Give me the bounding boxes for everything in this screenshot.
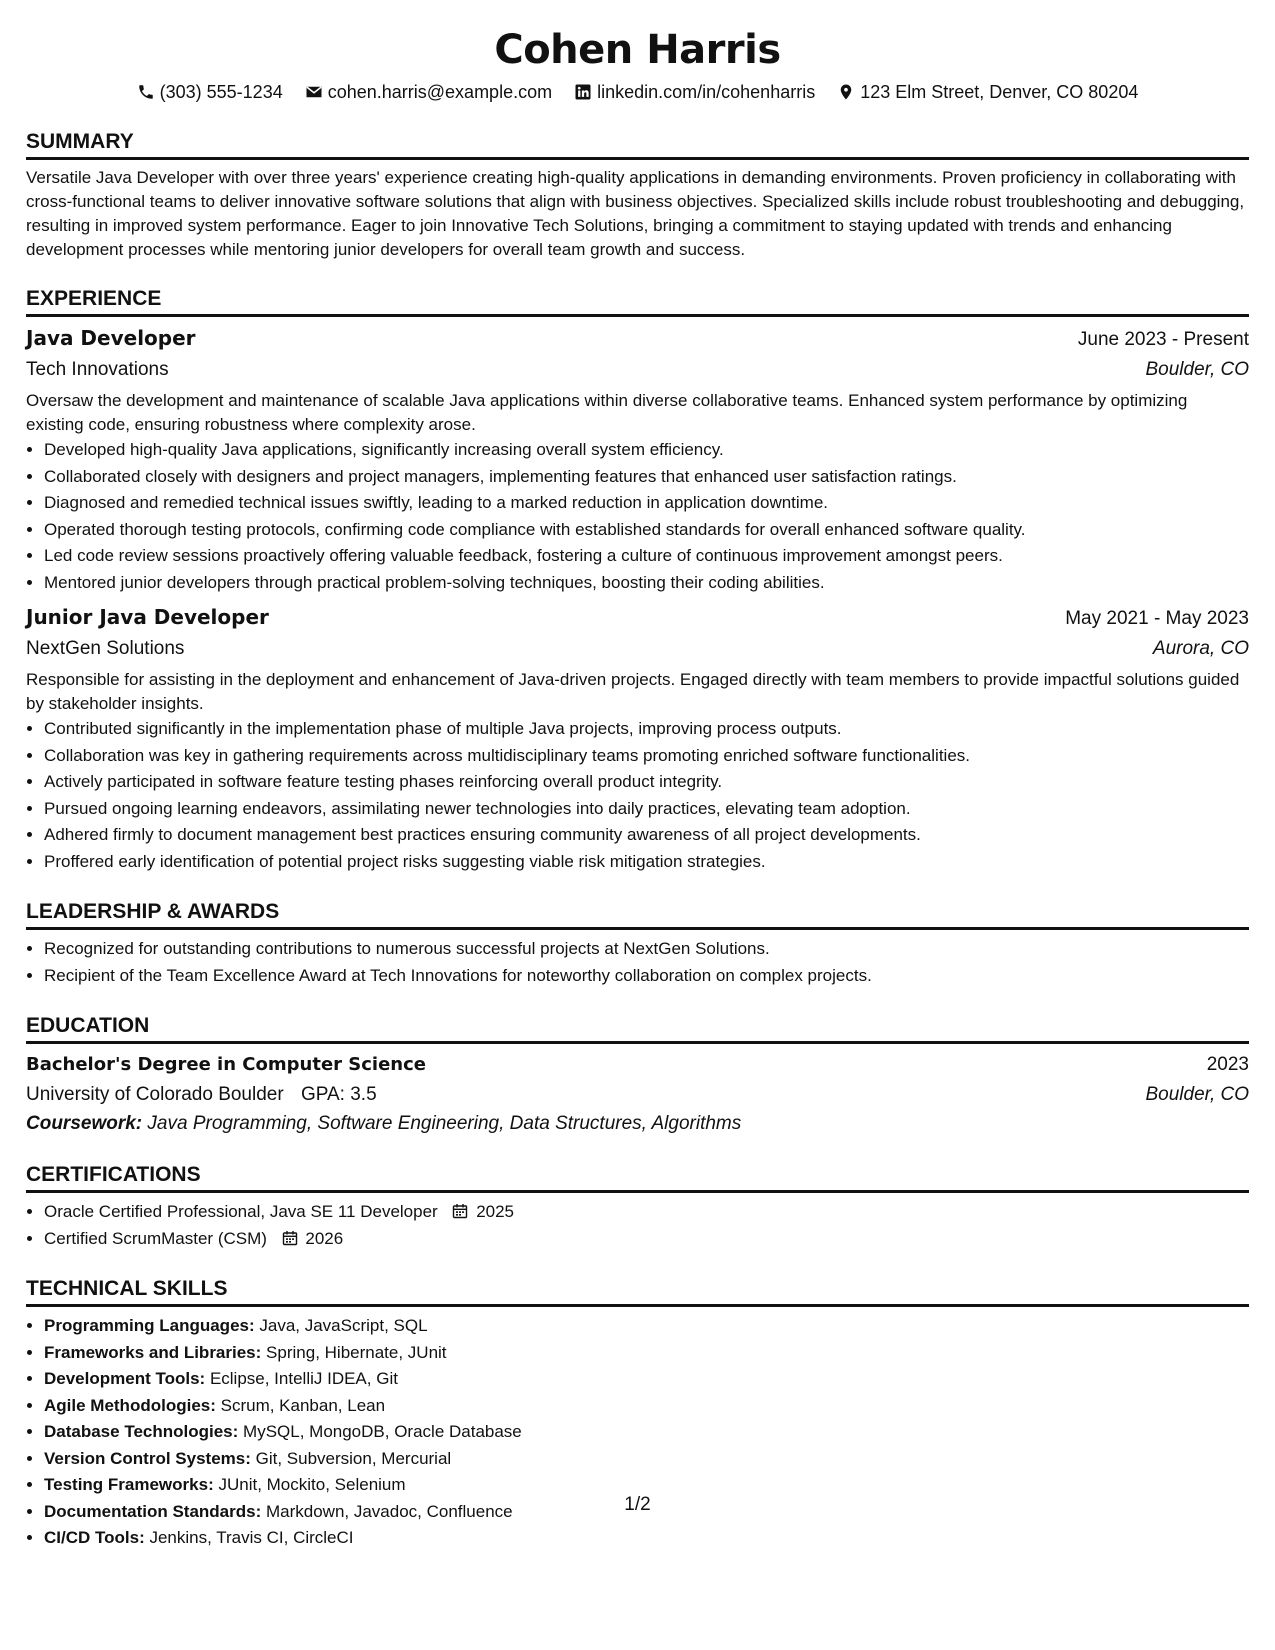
- job-location: Aurora, CO: [1152, 638, 1249, 659]
- summary-section: [26, 115, 1249, 262]
- experience-section: [26, 272, 1249, 875]
- list-item: • Pursued ongoing learning endeavors, assimilating newer technologies into daily practices, elevating team adoption.: [44, 796, 1249, 823]
- coursework: [26, 1110, 1249, 1138]
- job-date: May 2021 - May 2023: [1065, 608, 1249, 629]
- page-number: 1/2: [624, 1494, 651, 1515]
- list-item: • Recipient of the Team Excellence Award at Tech Innovations for noteworthy collaboration on complex projects.: [44, 963, 1249, 990]
- certifications-section: [26, 1148, 1249, 1252]
- job-title: Java Developer: [26, 326, 196, 350]
- list-item: • Adhered firmly to document management best practices ensuring community awareness of all project developments.: [44, 822, 1249, 849]
- school-line: [26, 1080, 377, 1110]
- coursework-list: Java Programming, Software Engineering, Data Structures, Algorithms: [147, 1113, 742, 1134]
- list-item: • Mentored junior developers through practical problem-solving techniques, boosting their coding abilities.: [44, 570, 1249, 597]
- list-item: [44, 1393, 1249, 1420]
- list-item: [44, 1199, 1249, 1226]
- section-title: SUMMARY: [26, 115, 1249, 160]
- skill-label: Database Technologies:: [44, 1422, 239, 1441]
- list-item: [44, 1419, 1249, 1446]
- job-bullets: [26, 437, 1249, 596]
- job-entry: [26, 602, 1249, 875]
- graduation-year: 2023: [1206, 1054, 1249, 1075]
- cert-year: 2025: [476, 1202, 515, 1221]
- section-title: TECHNICAL SKILLS: [26, 1262, 1249, 1307]
- section-title: EXPERIENCE: [26, 272, 1249, 317]
- education-section: [26, 999, 1249, 1138]
- gpa: GPA: 3.5: [300, 1084, 377, 1105]
- cert-year: 2026: [305, 1228, 344, 1248]
- list-item: • Developed high-quality Java applications, significantly increasing overall system efficiency.: [44, 437, 1249, 464]
- contact-bar: [26, 79, 1249, 105]
- leadership-section: [26, 885, 1249, 989]
- company-name: Tech Innovations: [26, 359, 169, 380]
- school-location: Boulder, CO: [1145, 1084, 1249, 1105]
- skill-label: Agile Methodologies:: [44, 1395, 216, 1415]
- list-item: [44, 1226, 1249, 1253]
- calendar-icon: [282, 1230, 298, 1246]
- skill-label: Documentation Standards:: [44, 1501, 262, 1521]
- job-bullets: [26, 716, 1249, 875]
- contact-linkedin[interactable]: [574, 82, 815, 103]
- coursework-label: Coursework:: [26, 1113, 143, 1134]
- candidate-name: Cohen Harris: [494, 27, 781, 73]
- section-title: CERTIFICATIONS: [26, 1148, 1249, 1193]
- skill-value: JUnit, Mockito, Selenium: [218, 1475, 406, 1494]
- skill-label: Testing Frameworks:: [44, 1475, 214, 1494]
- company-name: NextGen Solutions: [26, 638, 185, 659]
- section-title: LEADERSHIP & AWARDS: [26, 885, 1249, 930]
- contact-address: [837, 82, 1138, 103]
- contact-phone: [137, 82, 283, 103]
- job-description: Oversaw the development and maintenance of scalable Java applications within diverse collaborative teams. Enhanced system performance by optimizing existing code, ensuring robustness where complexity arose.: [26, 391, 1188, 434]
- list-item: [44, 1313, 1249, 1340]
- school-name: University of Colorado Boulder: [26, 1084, 284, 1105]
- list-item: [44, 1366, 1249, 1393]
- calendar-icon: [452, 1203, 468, 1219]
- degree-title: Bachelor's Degree in Computer Science: [26, 1054, 426, 1075]
- list-item: • Proffered early identification of potential project risks suggesting viable risk mitigation strategies.: [44, 849, 1249, 876]
- map-pin-icon: [837, 83, 855, 101]
- list-item: [44, 1525, 1249, 1552]
- list-item: • Operated thorough testing protocols, confirming code compliance with established standards for overall enhanced software quality.: [44, 517, 1249, 544]
- skill-value: Java, JavaScript, SQL: [259, 1316, 428, 1335]
- skill-value: MySQL, MongoDB, Oracle Database: [243, 1422, 522, 1441]
- list-item: • Diagnosed and remedied technical issues swiftly, leading to a marked reduction in application downtime.: [44, 490, 1249, 517]
- list-item: [44, 1446, 1249, 1473]
- envelope-icon: [305, 83, 323, 101]
- list-item: • Contributed significantly in the implementation phase of multiple Java projects, improving process outputs.: [44, 716, 1249, 743]
- list-item: • Led code review sessions proactively offering valuable feedback, fostering a culture of continuous improvement amongst peers.: [44, 543, 1249, 570]
- cert-name: Certified ScrumMaster (CSM): [44, 1228, 267, 1248]
- phone-text: (303) 555-1234: [159, 81, 283, 102]
- skill-label: Frameworks and Libraries:: [44, 1342, 262, 1362]
- skill-value: Git, Subversion, Mercurial: [255, 1448, 452, 1468]
- phone-icon: [137, 83, 155, 101]
- skill-value: Spring, Hibernate, JUnit: [266, 1342, 447, 1362]
- skill-label: Programming Languages:: [44, 1316, 255, 1335]
- skill-value: Eclipse, IntelliJ IDEA, Git: [209, 1369, 398, 1388]
- certifications-list: [26, 1199, 1249, 1252]
- skill-label: Development Tools:: [44, 1369, 206, 1388]
- skill-value: Scrum, Kanban, Lean: [220, 1395, 386, 1415]
- skill-label: CI/CD Tools:: [44, 1528, 145, 1547]
- job-title: Junior Java Developer: [26, 605, 269, 629]
- list-item: • Collaborated closely with designers and project managers, implementing features that enhanced user satisfaction ratings.: [44, 464, 1249, 491]
- contact-email[interactable]: [305, 82, 552, 103]
- job-entry: [26, 323, 1249, 596]
- section-title: EDUCATION: [26, 999, 1249, 1044]
- list-item: [44, 1340, 1249, 1367]
- skill-label: Version Control Systems:: [44, 1448, 251, 1468]
- linkedin-link[interactable]: linkedin.com/in/cohenharris: [597, 81, 816, 102]
- summary-text: Versatile Java Developer with over three years' experience creating high-quality applications in demanding environments. Proven proficiency in collaborating with cross-functional teams to deliver innovative software solutions that align with business objectives. Specialized skills include robust troubleshooting and debugging, resulting in improved system performance. Eager to join Innovative Tech Solutions, bringing a commitment to staying updated with trends and enhancing development processes while mentoring junior developers for overall team growth and success.: [26, 168, 1245, 259]
- list-item: • Recognized for outstanding contributions to numerous successful projects at NextGen Solutions.: [44, 936, 1249, 963]
- job-date: June 2023 - Present: [1077, 329, 1249, 350]
- job-description: Responsible for assisting in the deployment and enhancement of Java-driven projects. Engaged directly with team members to provide impactful solutions guided by stakeholder insights.: [26, 670, 1240, 713]
- linkedin-icon: [574, 83, 592, 101]
- list-item: • Collaboration was key in gathering requirements across multidisciplinary teams promoting enriched software functionalities.: [44, 743, 1249, 770]
- skill-value: Markdown, Javadoc, Confluence: [265, 1501, 513, 1521]
- email-link[interactable]: cohen.harris@example.com: [327, 81, 553, 102]
- awards-list: [26, 936, 1249, 989]
- job-location: Boulder, CO: [1145, 359, 1249, 380]
- address-text: 123 Elm Street, Denver, CO 80204: [860, 81, 1139, 102]
- skill-value: Jenkins, Travis CI, CircleCI: [149, 1528, 354, 1547]
- list-item: • Actively participated in software feature testing phases reinforcing overall product integrity.: [44, 769, 1249, 796]
- cert-name: Oracle Certified Professional, Java SE 11 Developer: [44, 1202, 438, 1221]
